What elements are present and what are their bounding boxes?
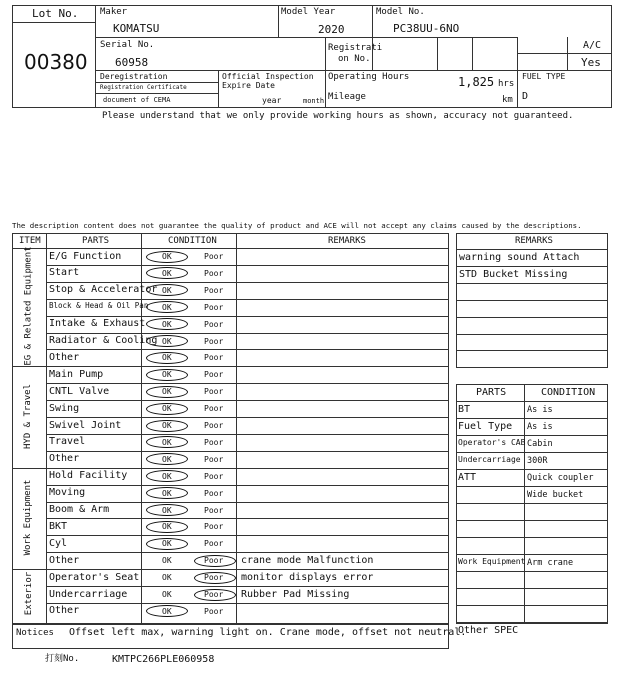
part-label: E/G Function [49,250,122,262]
remarks-row-rule [456,350,608,351]
part-label: Other [49,453,80,465]
header-vrule-1 [278,5,279,37]
serial-value: 60958 [115,56,149,69]
remarks-line: STD Bucket Missing [459,268,568,280]
ac-label: A/C [583,40,602,51]
ok-label: OK [162,370,172,380]
parts-row-rule [456,503,608,504]
remarks-row-rule [456,334,608,335]
ok-label: OK [162,437,172,447]
parts-row-rule [456,571,608,572]
remark-text: monitor displays error [241,572,374,584]
remarks-row-rule [456,249,608,250]
row-rule [46,400,449,401]
part-label: CNTL Valve [49,385,110,397]
group-label: Work Equipment [23,479,34,556]
poor-label: Poor [204,437,224,447]
ok-label: OK [162,471,172,481]
row-rule [46,502,449,503]
remark-text: Rubber Pad Missing [241,589,350,600]
poor-label: Poor [204,336,224,346]
row-rule [46,316,449,317]
poor-label: Poor [204,488,224,498]
part-label: Intake & Exhaust [49,318,146,330]
row-rule [12,468,449,469]
reg-cert-label: Registration Certificate [100,84,187,91]
ok-label: OK [162,404,172,414]
remarks-row-rule [456,300,608,301]
col-condition: CONDITION [168,236,217,246]
parts-row-rule [456,622,608,623]
condition-circle-poor [194,555,236,567]
notices-value: Offset left max, warning light on. Crane mode, offset not neutral. [69,627,467,638]
header-vrule-3 [325,37,326,108]
row-rule [46,451,449,452]
table-vrule-item [46,233,47,624]
condition-circle-ok [146,420,188,432]
part-label: Undercarriage [49,588,128,600]
hrs-label: hrs [498,79,515,89]
parts-cond: Arm crane [527,558,574,568]
ok-label: OK [162,252,172,261]
lot-title-rule [12,22,95,23]
table-vrule-condition [236,233,237,624]
part-label: Stop & Accelerator [49,284,158,296]
condition-circle-poor [194,589,236,601]
condition-circle-ok [146,335,188,347]
part-label: Moving [49,487,86,499]
stamp-value: KMTPC266PLE060958 [112,654,215,665]
mileage-label: Mileage [328,92,366,102]
condition-circle-ok [146,504,188,516]
year-label: year [262,96,282,105]
condition-circle-ok [146,521,188,533]
header-vrule-6 [517,37,518,108]
condition-circle-ok [146,369,188,381]
part-label: Other [49,351,80,363]
poor-label: Poor [204,590,224,599]
parts-cond: Quick coupler [527,473,594,483]
parts-row-rule [456,537,608,538]
disclaimer: The description content does not guarantee the quality of product and ACE will not accept any claims caused by the descriptions. [12,221,582,230]
poor-label: Poor [204,268,224,278]
poor-label: Poor [204,404,224,414]
condition-circle-ok [146,487,188,499]
row-rule [12,569,449,570]
serial-label: Serial No. [100,40,155,50]
inspection-label-1: Official Inspection [222,72,314,81]
remarks-line: warning sound Attach [459,252,580,263]
notices-label: Notices [16,628,54,638]
row-rule [46,535,449,536]
poor-label: Poor [204,505,224,515]
parts-row-rule [456,605,608,606]
ok-label: OK [162,573,172,583]
registration-label-1: Registrati [328,43,383,53]
poor-label: Poor [204,522,224,532]
row-rule [46,485,449,486]
ok-label: OK [162,387,172,397]
group-label: Exterior [23,572,34,616]
parts-cond: 300R [527,456,548,466]
ok-label: OK [162,421,172,430]
operating-hours-value: 1,825 [458,75,495,89]
row-rule [46,282,449,283]
parts-row-rule [456,486,608,487]
header-vrule-8 [218,70,219,108]
condition-circle-ok [146,318,188,330]
km-label: km [502,95,513,105]
poor-label: Poor [204,252,224,261]
right-col-parts: PARTS [476,387,507,398]
header-vrule-2 [372,5,373,70]
parts-part: BT [458,404,471,415]
header-rule-ac [517,53,612,54]
model-year-value: 2020 [318,23,345,36]
col-remarks: REMARKS [328,236,366,246]
group-label: HYD & Travel [23,383,34,450]
parts-row-rule [456,520,608,521]
row-rule [46,518,449,519]
right-col-condition: CONDITION [541,387,596,398]
row-rule [46,299,449,300]
poor-label: Poor [204,606,224,616]
parts-row-rule [456,401,608,402]
part-label: Swivel Joint [49,419,122,431]
parts-part: Other SPEC [458,625,519,636]
parts-cond: As is [527,422,553,432]
col-item: ITEM [19,236,41,246]
parts-part: Operator's CAB [458,438,526,447]
header-vrule-4 [437,37,438,70]
maker-label: Maker [100,7,128,17]
header-vrule-5 [472,37,473,70]
ok-label: OK [162,285,172,295]
parts-row-rule [456,435,608,436]
ok-label: OK [162,268,172,278]
poor-label: Poor [204,539,224,549]
part-label: Block & Head & Oil Pan [49,301,149,311]
header-rule-1 [95,37,517,38]
row-rule [46,349,449,350]
ok-label: OK [162,319,172,329]
ok-label: OK [162,454,172,464]
condition-circle-poor [194,572,236,584]
ok-label: OK [162,606,172,616]
part-label: Start [49,267,80,279]
part-label: Swing [49,402,80,414]
row-rule [46,417,449,418]
part-label: Other [49,605,80,617]
hours-note: Please understand that we only provide working hours as shown, accuracy not guaranteed. [102,111,574,121]
parts-part: Fuel Type [458,421,513,432]
stamp-label: 打刻No. [45,654,80,664]
poor-label: Poor [204,387,224,397]
parts-row-rule [456,418,608,419]
remarks-row-rule [456,266,608,267]
table-header-rule [12,248,449,249]
part-label: Main Pump [49,368,104,380]
parts-part: Undercarriage [458,455,521,464]
poor-label: Poor [204,353,224,363]
poor-label: Poor [204,285,224,295]
dereg-rule-1 [95,82,218,83]
ok-label: OK [162,539,172,549]
maker-value: KOMATSU [113,22,160,35]
row-rule [46,333,449,334]
part-label: Radiator & Cooling [49,335,158,346]
ok-label: OK [162,522,172,532]
group-label: EG & Related Equipment [23,246,34,366]
ac-value: Yes [581,56,601,69]
remarks-row-rule [456,283,608,284]
remark-text: crane mode Malfunction [241,555,374,567]
row-rule [46,603,449,604]
poor-label: Poor [204,454,224,464]
parts-cond: Cabin [527,439,553,449]
row-rule [46,552,449,553]
condition-circle-ok [146,538,188,550]
parts-cond: Wide bucket [527,490,584,500]
poor-label: Poor [204,302,224,312]
parts-row-rule [456,452,608,453]
model-no-value: PC38UU-6NO [393,22,460,35]
remarks-row-rule [456,317,608,318]
parts-row-rule [456,469,608,470]
row-rule [46,265,449,266]
parts-part: Work Equipment [458,557,526,566]
parts-row-rule [456,554,608,555]
condition-circle-ok [146,403,188,415]
model-no-label: Model No. [376,7,425,17]
poor-label: Poor [204,556,224,566]
dereg-rule-2 [95,93,218,94]
operating-hours-label: Operating Hours [328,72,410,82]
inspection-label-2: Expire Date [222,81,275,90]
month-label: month [303,97,325,105]
ok-label: OK [162,336,172,346]
part-label: Operator's Seat [49,571,140,583]
condition-circle-ok [146,352,188,364]
lot-label: Lot No. [32,7,79,20]
model-year-label: Model Year [281,7,336,17]
part-label: Hold Facility [49,470,128,482]
parts-part: ATT [458,472,477,483]
row-rule [46,383,449,384]
fuel-type-value: D [522,91,529,102]
parts-cond: As is [527,405,553,415]
condition-circle-ok [146,386,188,398]
parts-row-rule [456,588,608,589]
col-parts: PARTS [82,236,110,246]
ok-label: OK [162,488,172,498]
header-vrule-7 [567,37,568,70]
part-label: Boom & Arm [49,504,110,515]
cema-label: document of CEMA [103,96,171,104]
registration-label-2: on No. [338,54,371,64]
ok-label: OK [162,590,172,599]
poor-label: Poor [204,421,224,430]
poor-label: Poor [204,573,224,583]
ok-label: OK [162,505,172,515]
poor-label: Poor [204,370,224,380]
poor-label: Poor [204,471,224,481]
ok-label: OK [162,353,172,363]
lot-value: 00380 [24,50,88,74]
fuel-type-label: FUEL TYPE [522,72,566,81]
part-label: Other [49,554,80,566]
row-rule [12,366,449,367]
right-remarks-header: REMARKS [515,236,553,246]
ok-label: OK [162,302,172,312]
row-rule [46,434,449,435]
deregistration-label: Deregistration [100,72,168,81]
header-rule-2 [95,70,612,71]
row-rule [46,586,449,587]
poor-label: Poor [204,319,224,329]
condition-circle-ok [146,251,188,263]
part-label: Cyl [49,537,68,549]
part-label: BKT [49,520,68,532]
ok-label: OK [162,556,172,566]
part-label: Travel [49,436,86,448]
